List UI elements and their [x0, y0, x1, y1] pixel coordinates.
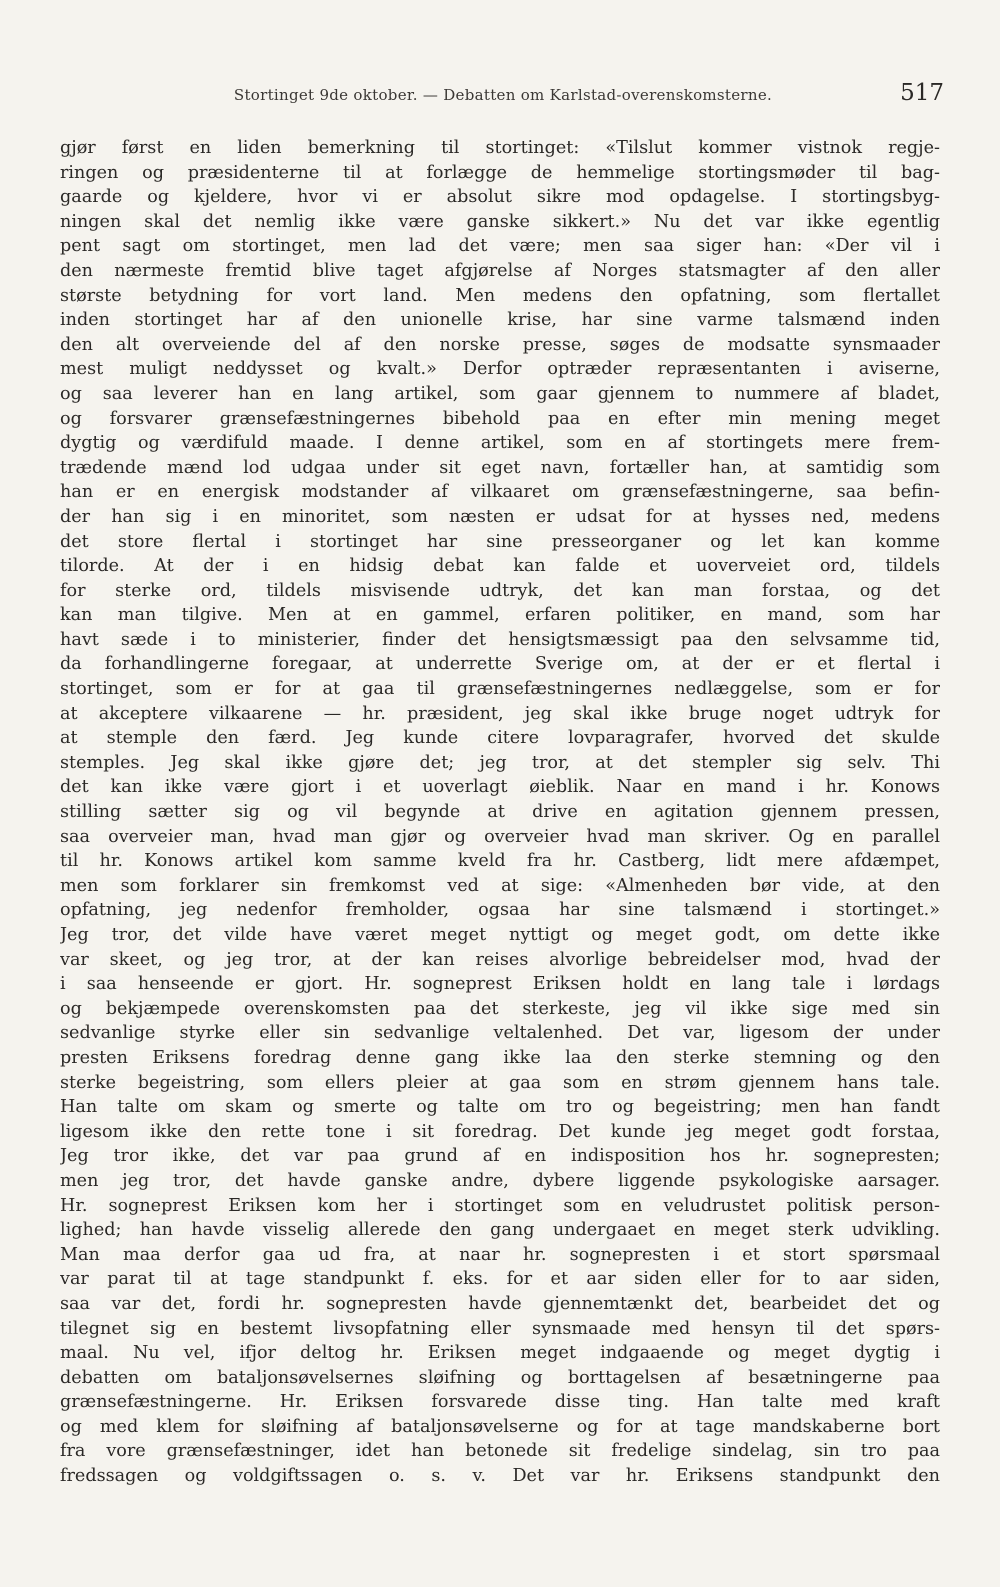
text-line: trædende mænd lod udgaa under sit eget navn, fortæller han, at samtidig som — [60, 457, 940, 478]
text-line: at stemple den færd. Jeg kunde citere lovparagrafer, hvorved det skulde — [60, 728, 940, 749]
text-line: opfatning, jeg nedenfor fremholder, ogsaa har sine talsmænd i stortinget.» — [60, 900, 940, 921]
text-line: Hr. sogneprest Eriksen kom her i stortinget som en veludrustet politisk person- — [60, 1195, 940, 1216]
text-line: den nærmeste fremtid blive taget afgjørelse af Norges statsmagter af den aller — [60, 260, 940, 281]
text-line: ningen skal det nemlig ikke være ganske sikkert.» Nu det var ikke egentlig — [60, 211, 940, 232]
text-line: gjør først en liden bemerkning til stortinget: «Tilslut kommer vistnok regje- — [60, 138, 940, 158]
text-line: og saa leverer han en lang artikel, som gaar gjennem to nummere af bladet, — [60, 383, 940, 404]
text-line: maal. Nu vel, ifjor deltog hr. Eriksen meget indgaaende og meget dygtig i — [60, 1343, 940, 1364]
text-line: den alt overveiende del af den norske presse, søges de modsatte synsmaader — [60, 334, 940, 355]
text-line: kan man tilgive. Men at en gammel, erfaren politiker, en mand, som har — [60, 605, 940, 626]
text-line: at akceptere vilkaarene — hr. præsident, jeg skal ikke bruge noget udtryk for — [60, 703, 940, 724]
text-line: Man maa derfor gaa ud fra, at naar hr. sognepresten i et stort spørsmaal — [60, 1244, 940, 1265]
text-line: Han talte om skam og smerte og talte om tro og begeistring; men han fandt — [60, 1097, 940, 1118]
text-line: dygtig og værdifuld maade. I denne artikel, som en af stortingets mere frem- — [60, 433, 940, 454]
text-line: gaarde og kjeldere, hvor vi er absolut sikre mod opdagelse. I stortingsbyg- — [60, 187, 940, 208]
text-line: fra vore grænsefæstninger, idet han betonede sit fredelige sindelag, sin tro paa — [60, 1441, 940, 1462]
text-line: fredssagen og voldgiftssagen o. s. v. Det var hr. Eriksens standpunkt den — [60, 1466, 940, 1487]
text-line: tilorde. At der i en hidsig debat kan falde et uoverveiet ord, tildels — [60, 556, 940, 577]
text-line: saa var det, fordi hr. sognepresten havde gjennemtænkt det, bearbeidet det og — [60, 1293, 940, 1314]
text-line: grænsefæstningerne. Hr. Eriksen forsvarede disse ting. Han talte med kraft — [60, 1392, 940, 1413]
text-line: og med klem for sløifning af bataljonsøvelserne og for at tage mandskaberne bort — [60, 1416, 940, 1437]
text-line: inden stortinget har af den unionelle krise, har sine varme talsmænd inden — [60, 310, 940, 331]
text-line: for sterke ord, tildels misvisende udtryk, det kan man forstaa, og det — [60, 580, 940, 601]
text-line: stortinget, som er for at gaa til grænsefæstningernes nedlæggelse, som er for — [60, 679, 940, 700]
text-line: der han sig i en minoritet, som næsten er udsat for at hysses ned, medens — [60, 506, 940, 527]
text-line: men som forklarer sin fremkomst ved at sige: «Almenheden bør vide, at den — [60, 875, 940, 896]
text-line: da forhandlingerne foregaar, at underrette Sverige om, at der er et flertal i — [60, 654, 940, 675]
text-line: ligesom ikke den rette tone i sit foredrag. Det kunde jeg meget godt forstaa, — [60, 1121, 940, 1142]
text-line: tilegnet sig en bestemt livsopfatning eller synsmaade med hensyn til det spørs- — [60, 1318, 940, 1339]
text-line: havt sæde i to ministerier, finder det hensigtsmæssigt paa den selvsamme tid, — [60, 629, 940, 650]
text-line: han er en energisk modstander af vilkaaret om grænsefæstningerne, saa befin- — [60, 482, 940, 503]
running-head — [62, 80, 944, 120]
text-line: men jeg tror, det havde ganske andre, dybere liggende psykologiske aarsager. — [60, 1170, 940, 1191]
text-line: det store flertal i stortinget har sine presseorganer og let kan komme — [60, 531, 940, 552]
text-line: stemples. Jeg skal ikke gjøre det; jeg tror, at det stempler sig selv. Thi — [60, 752, 940, 773]
text-line: Jeg tror ikke, det var paa grund af en indisposition hos hr. sognepresten; — [60, 1146, 940, 1167]
text-line: Jeg tror, det vilde have været meget nyttigt og meget godt, om dette ikke — [60, 925, 940, 945]
text-line: og forsvarer grænsefæstningernes bibehold paa en efter min mening meget — [60, 408, 940, 429]
text-line: sterke begeistring, som ellers pleier at gaa som en strøm gjennem hans tale. — [60, 1072, 940, 1093]
text-line: var skeet, og jeg tror, at der kan reises alvorlige bebreidelser mod, hvad der — [60, 949, 940, 970]
text-line: største betydning for vort land. Men medens den opfatning, som flertallet — [60, 285, 940, 306]
text-line: til hr. Konows artikel kom samme kveld fra hr. Castberg, lidt mere afdæmpet, — [60, 851, 940, 872]
text-line: sedvanlige styrke eller sin sedvanlige veltalenhed. Det var, ligesom der under — [60, 1023, 940, 1044]
text-line: lighed; han havde visselig allerede den gang undergaaet en meget sterk udvikling. — [60, 1220, 940, 1241]
text-line: mest muligt neddysset og kvalt.» Derfor optræder repræsentanten i aviserne, — [60, 359, 940, 380]
text-line: det kan ikke være gjort i et uoverlagt øieblik. Naar en mand i hr. Konows — [60, 777, 940, 798]
text-line: debatten om bataljonsøvelsernes sløifning og borttagelsen af besætningerne paa — [60, 1367, 940, 1388]
text-line: og bekjæmpede overenskomsten paa det sterkeste, jeg vil ikke sige med sin — [60, 998, 940, 1019]
page-number: 517 — [900, 80, 944, 106]
text-line: stilling sætter sig og vil begynde at drive en agitation gjennem pressen, — [60, 802, 940, 823]
text-line: var parat til at tage standpunkt f. eks. for et aar siden eller for to aar siden, — [60, 1269, 940, 1290]
text-line: saa overveier man, hvad man gjør og overveier hvad man skriver. Og en parallel — [60, 826, 940, 847]
text-line: i saa henseende er gjort. Hr. sogneprest Eriksen holdt en lang tale i lørdags — [60, 974, 940, 995]
text-line: presten Eriksens foredrag denne gang ikke laa den sterke stemning og den — [60, 1047, 940, 1068]
body-text — [60, 136, 940, 1489]
text-line: ringen og præsidenterne til at forlægge de hemmelige stortingsmøder til bag- — [60, 162, 940, 183]
text-line: pent sagt om stortinget, men lad det være; men saa siger han: «Der vil i — [60, 236, 940, 257]
running-head-title: Stortinget 9de oktober. — Debatten om Karlstad-overenskomsterne. — [233, 86, 773, 104]
